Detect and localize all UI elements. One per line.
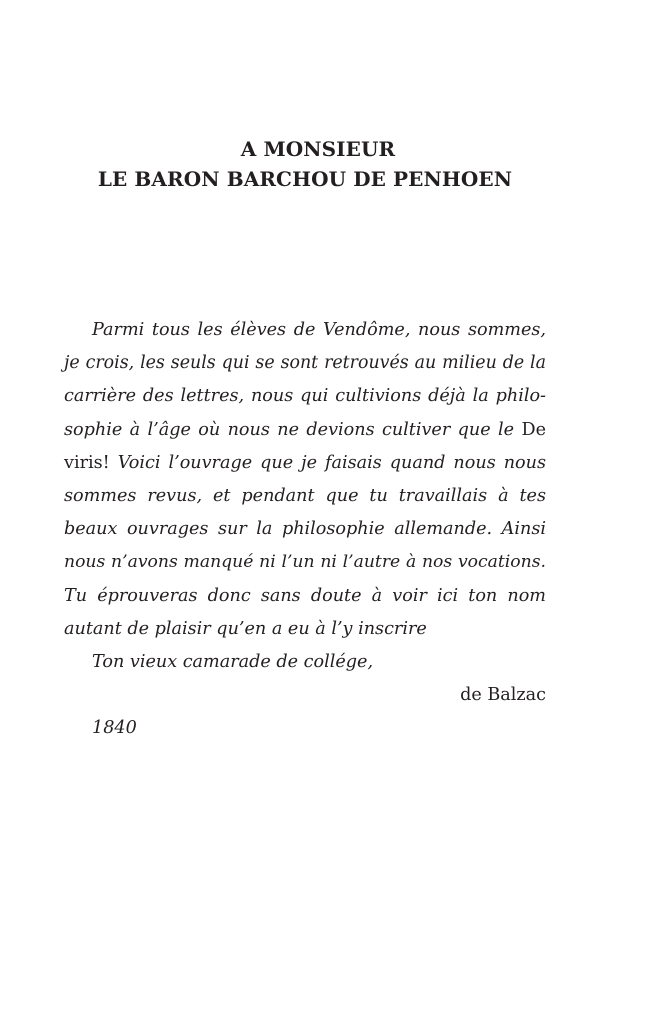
- date: 1840: [92, 718, 137, 739]
- dedication-heading: [64, 134, 546, 194]
- letter-line-10: autant de plaisir qu’en a eu à l’y inscrire: [64, 618, 427, 639]
- letter-line-5-text: Voici l’ouvrage que je faisais quand nous nous: [109, 452, 546, 473]
- letter-line-4: [64, 414, 546, 447]
- letter-line-6: sommes revus, et pendant que tu travaillais à tes: [64, 486, 546, 507]
- letter-line-4-text: sophie à l’âge où nous ne devions cultiver que le: [64, 419, 522, 440]
- letter-line-7: beaux ouvrages sur la philosophie allemande. Ainsi: [64, 519, 546, 540]
- closing-line: Ton vieux camarade de collége,: [92, 652, 374, 673]
- signature: de Balzac: [460, 685, 546, 706]
- book-title-viris: viris!: [64, 452, 110, 473]
- letter-line-8: nous n’avons manqué ni l’un ni l’autre à nos vocations.: [64, 552, 546, 573]
- letter-line-5: [64, 447, 546, 480]
- letter-line-1: Parmi tous les élèves de Vendôme, nous sommes,: [92, 320, 546, 340]
- letter-line-9: Tu éprouveras donc sans doute à voir ici ton nom: [64, 585, 546, 606]
- letter-line-2: je crois, les seuls qui se sont retrouvés au milieu de la: [64, 353, 546, 374]
- heading-line-2: LE BARON BARCHOU DE PENHOEN: [97, 167, 513, 191]
- book-title-de: De: [521, 419, 546, 440]
- dedication-letter: [64, 314, 546, 746]
- letter-line-3: carrière des lettres, nous qui cultivions déjà la philo-: [64, 386, 546, 407]
- heading-line-1: A MONSIEUR: [240, 137, 396, 161]
